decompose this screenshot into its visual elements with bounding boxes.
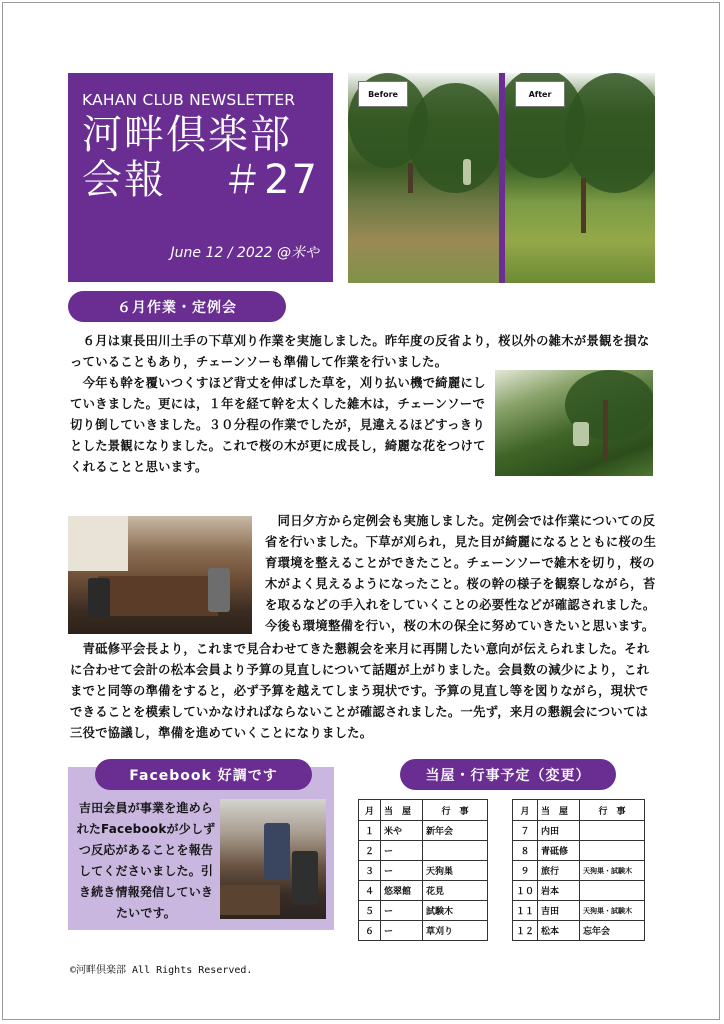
table-cell: 岩本 bbox=[538, 881, 580, 901]
facebook-text: 吉田会員が事業を進められたFacebookが少しずつ反応があることを報告してくださいました。引き続き情報発信していきたいです。 bbox=[76, 801, 216, 920]
table-cell bbox=[423, 841, 488, 861]
schedule-table-left bbox=[358, 799, 488, 941]
table-cell: ー bbox=[381, 921, 423, 941]
table-cell: ３ bbox=[359, 861, 381, 881]
table-cell: １１ bbox=[513, 901, 538, 921]
table-row bbox=[359, 861, 488, 881]
table-cell: 草刈り bbox=[423, 921, 488, 941]
before-photo bbox=[348, 73, 499, 283]
table-row bbox=[359, 841, 488, 861]
table-row bbox=[513, 881, 645, 901]
table-cell: ２ bbox=[359, 841, 381, 861]
table-cell: ９ bbox=[513, 861, 538, 881]
facebook-photo bbox=[220, 799, 326, 919]
paragraph-1 bbox=[70, 331, 658, 373]
table-row bbox=[359, 821, 488, 841]
table-cell: 青砥修 bbox=[538, 841, 580, 861]
header-event: 行 事 bbox=[580, 800, 645, 821]
paragraph-4-text: 青砥修平会長より，これまで見合わせてきた懇親会を来月に再開したい意向が伝えられました。それに合わせて会計の松本会員より予算の見直しについて話題が上がりました。会員数の減少により，これまでと同等の準備をすると，必ず予算を越えてしまう現状です。予算の見直し等を図りながら，現状でできることを模索していかなければならないことが確認されました。一先ず，来月の懇親会については三役で協議し，準備を進めていくことになりました。 bbox=[70, 642, 650, 740]
title-kaihou: 会報 bbox=[82, 157, 166, 203]
table-cell: 天狗巣・試験木 bbox=[580, 861, 645, 881]
table-cell: 天狗巣 bbox=[423, 861, 488, 881]
table-header-row bbox=[513, 800, 645, 821]
table-cell: ６ bbox=[359, 921, 381, 941]
section-heading-june-work: ６月作業・定例会 bbox=[68, 291, 286, 322]
table-row bbox=[359, 881, 488, 901]
table-cell: 悠翠館 bbox=[381, 881, 423, 901]
table-cell: 旅行 bbox=[538, 861, 580, 881]
header-host: 当 屋 bbox=[381, 800, 423, 821]
newsletter-title: 河畔倶楽部 bbox=[82, 112, 292, 158]
table-cell: １２ bbox=[513, 921, 538, 941]
table-cell: 忘年会 bbox=[580, 921, 645, 941]
section-heading-facebook: Facebook 好調です bbox=[95, 759, 312, 790]
newsletter-title-line2 bbox=[82, 158, 319, 203]
after-photo bbox=[505, 73, 655, 283]
table-cell: 松本 bbox=[538, 921, 580, 941]
table-cell: ５ bbox=[359, 901, 381, 921]
table-cell: ８ bbox=[513, 841, 538, 861]
table-row bbox=[513, 921, 645, 941]
masthead bbox=[68, 73, 333, 282]
table-cell: ー bbox=[381, 901, 423, 921]
table-row bbox=[513, 861, 645, 881]
paragraph-4 bbox=[70, 639, 658, 744]
table-row bbox=[513, 901, 645, 921]
table-cell bbox=[580, 881, 645, 901]
table-cell bbox=[580, 821, 645, 841]
table-cell: 試験木 bbox=[423, 901, 488, 921]
table-row bbox=[513, 821, 645, 841]
paragraph-1-text: ６月は東長田川土手の下草刈り作業を実施しました。昨年度の反省より，桜以外の雑木が景観を損なっていることもあり，チェーンソーも準備して作業を行いました。 bbox=[70, 334, 650, 369]
header-host: 当 屋 bbox=[538, 800, 580, 821]
table-cell: ー bbox=[381, 841, 423, 861]
paragraph-2 bbox=[70, 373, 488, 478]
paragraph-3 bbox=[265, 511, 658, 637]
table-cell: 米や bbox=[381, 821, 423, 841]
table-header-row bbox=[359, 800, 488, 821]
table-cell: １０ bbox=[513, 881, 538, 901]
table-cell bbox=[580, 841, 645, 861]
header-event: 行 事 bbox=[423, 800, 488, 821]
paragraph-3-text: 同日夕方から定例会も実施しました。定例会では作業についての反省を行いました。下草が刈られ，見た目が綺麗になるとともに桜の生育環境を整えることができたこと。チェーンソーで雑木を切り，桜の木がよく見えるようになったこと。桜の幹の様子を観察しながら，苔を取るなどの手入れをしていくことの必要性などが確認されました。今後も環境整備を行い，桜の木の保全に努めていきたいと思います。 bbox=[265, 514, 657, 633]
table-cell: ４ bbox=[359, 881, 381, 901]
before-label: Before bbox=[358, 81, 408, 107]
table-row bbox=[513, 841, 645, 861]
section-heading-schedule: 当屋・行事予定（変更） bbox=[400, 759, 616, 790]
table-cell: ７ bbox=[513, 821, 538, 841]
newsletter-subtitle: KAHAN CLUB NEWSLETTER bbox=[82, 91, 296, 109]
header-month: 月 bbox=[513, 800, 538, 821]
issue-number: ＃27 bbox=[222, 157, 319, 203]
table-cell: １ bbox=[359, 821, 381, 841]
mowing-work-photo bbox=[495, 370, 653, 476]
table-cell: 吉田 bbox=[538, 901, 580, 921]
table-row bbox=[359, 901, 488, 921]
table-cell: 花見 bbox=[423, 881, 488, 901]
schedule-table-right bbox=[512, 799, 645, 941]
table-cell: 新年会 bbox=[423, 821, 488, 841]
table-cell: ー bbox=[381, 861, 423, 881]
table-cell: 天狗巣・試験木 bbox=[580, 901, 645, 921]
header-month: 月 bbox=[359, 800, 381, 821]
table-row bbox=[359, 921, 488, 941]
issue-date: June 12 / 2022 @米や bbox=[170, 245, 319, 261]
meeting-photo bbox=[68, 516, 252, 634]
copyright-notice: ©河畔倶楽部 All Rights Reserved. bbox=[70, 965, 253, 976]
paragraph-2-text: 今年も幹を覆いつくすほど背丈を伸ばした草を，刈り払い機で綺麗にしていきました。更には，１年を経て幹を太くした雑木は，チェーンソーで切り倒していきました。３０分程の作業でしたが，見違えるほどすっきりとした景観になりました。これで桜の木が更に成長し，綺麗な花をつけてくれることと思います。 bbox=[70, 376, 486, 474]
table-cell: 内田 bbox=[538, 821, 580, 841]
after-label: After bbox=[515, 81, 565, 107]
